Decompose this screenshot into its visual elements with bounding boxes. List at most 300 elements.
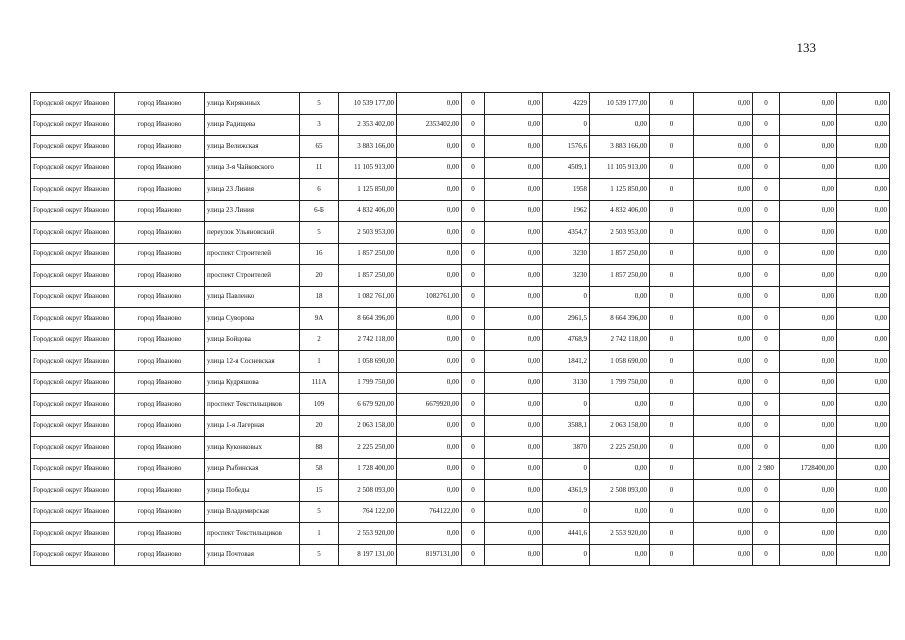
table-row — [31, 372, 890, 394]
area-col-3-cell: 1576,6 — [543, 136, 590, 158]
street-cell: улица Суворова — [205, 308, 300, 330]
street-cell: улица 23 Линия — [205, 179, 300, 201]
cost-col-5-cell: 0,00 — [780, 265, 837, 287]
cost-col-2-cell: 0,00 — [485, 458, 543, 480]
cost-col-2-cell: 0,00 — [485, 351, 543, 373]
street-cell: проспект Строителей — [205, 265, 300, 287]
district-cell: Городской округ Иваново — [31, 480, 115, 502]
total-cost-cell: 8 197 131,00 — [339, 544, 397, 566]
cost-col-1-cell: 0,00 — [397, 93, 462, 115]
cost-col-4-cell: 0,00 — [694, 222, 753, 244]
house-number-cell: 5 — [300, 544, 339, 566]
cost-col-3-cell: 2 742 118,00 — [590, 329, 650, 351]
count-col-2-cell: 0 — [462, 329, 485, 351]
total-cost-cell: 1 058 690,00 — [339, 351, 397, 373]
count-col-4-cell: 0 — [650, 372, 694, 394]
count-col-4-cell: 0 — [650, 544, 694, 566]
cost-col-1-cell: 0,00 — [397, 351, 462, 373]
street-cell: улица 3-я Чайковского — [205, 157, 300, 179]
district-cell: Городской округ Иваново — [31, 243, 115, 265]
cost-col-5-cell: 0,00 — [780, 157, 837, 179]
cost-col-6-cell: 0,00 — [837, 222, 890, 244]
count-col-4-cell: 0 — [650, 136, 694, 158]
cost-col-6-cell: 0,00 — [837, 136, 890, 158]
cost-col-1-cell: 0,00 — [397, 200, 462, 222]
count-col-2-cell: 0 — [462, 501, 485, 523]
cost-col-4-cell: 0,00 — [694, 458, 753, 480]
cost-col-3-cell: 0,00 — [590, 114, 650, 136]
cost-col-1-cell: 0,00 — [397, 222, 462, 244]
total-cost-cell: 2 742 118,00 — [339, 329, 397, 351]
total-cost-cell: 1 857 250,00 — [339, 265, 397, 287]
street-cell: улица 23 Линия — [205, 200, 300, 222]
cost-col-3-cell: 8 664 396,00 — [590, 308, 650, 330]
city-cell: город Иваново — [115, 200, 205, 222]
count-col-2-cell: 0 — [462, 222, 485, 244]
city-cell: город Иваново — [115, 544, 205, 566]
table-row — [31, 351, 890, 373]
area-col-3-cell: 0 — [543, 501, 590, 523]
table-row — [31, 501, 890, 523]
cost-col-2-cell: 0,00 — [485, 415, 543, 437]
table-row — [31, 200, 890, 222]
total-cost-cell: 3 883 166,00 — [339, 136, 397, 158]
table-row — [31, 329, 890, 351]
cost-col-6-cell: 0,00 — [837, 501, 890, 523]
count-col-4-cell: 0 — [650, 157, 694, 179]
cost-col-2-cell: 0,00 — [485, 544, 543, 566]
house-number-cell: 58 — [300, 458, 339, 480]
house-number-cell: 18 — [300, 286, 339, 308]
city-cell: город Иваново — [115, 136, 205, 158]
count-col-2-cell: 0 — [462, 136, 485, 158]
house-number-cell: 65 — [300, 136, 339, 158]
house-number-cell: 20 — [300, 415, 339, 437]
count-col-4-cell: 0 — [650, 415, 694, 437]
cost-col-5-cell: 0,00 — [780, 437, 837, 459]
cost-col-3-cell: 0,00 — [590, 501, 650, 523]
district-cell: Городской округ Иваново — [31, 136, 115, 158]
cost-col-6-cell: 0,00 — [837, 179, 890, 201]
cost-col-1-cell: 0,00 — [397, 265, 462, 287]
cost-col-3-cell: 0,00 — [590, 286, 650, 308]
city-cell: город Иваново — [115, 265, 205, 287]
cost-col-5-cell: 0,00 — [780, 222, 837, 244]
table-row — [31, 480, 890, 502]
total-cost-cell: 1 857 250,00 — [339, 243, 397, 265]
cost-col-1-cell: 0,00 — [397, 329, 462, 351]
area-col-3-cell: 4229 — [543, 93, 590, 115]
count-col-2-cell: 0 — [462, 480, 485, 502]
table-row — [31, 136, 890, 158]
count-col-2-cell: 0 — [462, 179, 485, 201]
count-col-5-cell: 0 — [753, 136, 780, 158]
count-col-5-cell: 0 — [753, 286, 780, 308]
cost-col-3-cell: 2 225 250,00 — [590, 437, 650, 459]
cost-col-4-cell: 0,00 — [694, 544, 753, 566]
house-number-cell: 20 — [300, 265, 339, 287]
area-col-3-cell: 0 — [543, 114, 590, 136]
count-col-4-cell: 0 — [650, 351, 694, 373]
street-cell: улица Кудряшова — [205, 372, 300, 394]
district-cell: Городской округ Иваново — [31, 265, 115, 287]
house-number-cell: 1 — [300, 351, 339, 373]
area-col-3-cell: 0 — [543, 544, 590, 566]
house-number-cell: 88 — [300, 437, 339, 459]
cost-col-4-cell: 0,00 — [694, 523, 753, 545]
house-number-cell: 3 — [300, 114, 339, 136]
district-cell: Городской округ Иваново — [31, 501, 115, 523]
cost-col-3-cell: 1 857 250,00 — [590, 243, 650, 265]
cost-col-6-cell: 0,00 — [837, 200, 890, 222]
table-row — [31, 523, 890, 545]
total-cost-cell: 2 225 250,00 — [339, 437, 397, 459]
cost-col-1-cell: 0,00 — [397, 523, 462, 545]
cost-col-2-cell: 0,00 — [485, 200, 543, 222]
count-col-4-cell: 0 — [650, 394, 694, 416]
count-col-5-cell: 0 — [753, 437, 780, 459]
cost-col-2-cell: 0,00 — [485, 437, 543, 459]
city-cell: город Иваново — [115, 458, 205, 480]
cost-col-2-cell: 0,00 — [485, 286, 543, 308]
count-col-2-cell: 0 — [462, 437, 485, 459]
cost-col-5-cell: 0,00 — [780, 523, 837, 545]
total-cost-cell: 764 122,00 — [339, 501, 397, 523]
street-cell: улица Куконковых — [205, 437, 300, 459]
cost-col-3-cell: 3 883 166,00 — [590, 136, 650, 158]
count-col-5-cell: 0 — [753, 308, 780, 330]
city-cell: город Иваново — [115, 415, 205, 437]
cost-col-5-cell: 0,00 — [780, 286, 837, 308]
area-col-3-cell: 3870 — [543, 437, 590, 459]
cost-col-5-cell: 0,00 — [780, 329, 837, 351]
total-cost-cell: 2 553 920,00 — [339, 523, 397, 545]
count-col-2-cell: 0 — [462, 286, 485, 308]
cost-col-1-cell: 0,00 — [397, 415, 462, 437]
count-col-4-cell: 0 — [650, 243, 694, 265]
house-number-cell: 1 — [300, 523, 339, 545]
cost-col-2-cell: 0,00 — [485, 308, 543, 330]
cost-col-3-cell: 0,00 — [590, 394, 650, 416]
area-col-3-cell: 4509,1 — [543, 157, 590, 179]
area-col-3-cell: 1962 — [543, 200, 590, 222]
street-cell: улица Велижская — [205, 136, 300, 158]
count-col-2-cell: 0 — [462, 243, 485, 265]
count-col-5-cell: 0 — [753, 394, 780, 416]
total-cost-cell: 6 679 920,00 — [339, 394, 397, 416]
total-cost-cell: 2 503 953,00 — [339, 222, 397, 244]
cost-col-5-cell: 0,00 — [780, 415, 837, 437]
cost-col-6-cell: 0,00 — [837, 372, 890, 394]
count-col-5-cell: 0 — [753, 415, 780, 437]
count-col-4-cell: 0 — [650, 93, 694, 115]
cost-col-5-cell: 0,00 — [780, 114, 837, 136]
cost-col-1-cell: 0,00 — [397, 308, 462, 330]
area-col-3-cell: 0 — [543, 394, 590, 416]
total-cost-cell: 11 105 913,00 — [339, 157, 397, 179]
table-row — [31, 265, 890, 287]
buildings-table — [30, 92, 890, 566]
street-cell: улица Бойцова — [205, 329, 300, 351]
count-col-5-cell: 2 980 — [753, 458, 780, 480]
district-cell: Городской округ Иваново — [31, 415, 115, 437]
street-cell: улица 1-я Лагерная — [205, 415, 300, 437]
count-col-5-cell: 0 — [753, 114, 780, 136]
cost-col-2-cell: 0,00 — [485, 372, 543, 394]
cost-col-6-cell: 0,00 — [837, 329, 890, 351]
count-col-4-cell: 0 — [650, 179, 694, 201]
street-cell: улица Павленко — [205, 286, 300, 308]
street-cell: улица Победы — [205, 480, 300, 502]
house-number-cell: 109 — [300, 394, 339, 416]
area-col-3-cell: 4361,9 — [543, 480, 590, 502]
cost-col-6-cell: 0,00 — [837, 243, 890, 265]
cost-col-2-cell: 0,00 — [485, 179, 543, 201]
count-col-5-cell: 0 — [753, 265, 780, 287]
district-cell: Городской округ Иваново — [31, 351, 115, 373]
street-cell: улица Радищева — [205, 114, 300, 136]
table-row — [31, 308, 890, 330]
cost-col-4-cell: 0,00 — [694, 243, 753, 265]
total-cost-cell: 2 063 158,00 — [339, 415, 397, 437]
district-cell: Городской округ Иваново — [31, 114, 115, 136]
count-col-4-cell: 0 — [650, 480, 694, 502]
cost-col-1-cell: 0,00 — [397, 458, 462, 480]
count-col-4-cell: 0 — [650, 437, 694, 459]
cost-col-6-cell: 0,00 — [837, 93, 890, 115]
count-col-2-cell: 0 — [462, 415, 485, 437]
district-cell: Городской округ Иваново — [31, 437, 115, 459]
area-col-3-cell: 0 — [543, 286, 590, 308]
cost-col-4-cell: 0,00 — [694, 265, 753, 287]
total-cost-cell: 4 832 406,00 — [339, 200, 397, 222]
count-col-2-cell: 0 — [462, 372, 485, 394]
house-number-cell: 9А — [300, 308, 339, 330]
city-cell: город Иваново — [115, 501, 205, 523]
cost-col-3-cell: 1 058 690,00 — [590, 351, 650, 373]
cost-col-3-cell: 0,00 — [590, 544, 650, 566]
cost-col-5-cell: 0,00 — [780, 200, 837, 222]
district-cell: Городской округ Иваново — [31, 286, 115, 308]
count-col-5-cell: 0 — [753, 179, 780, 201]
table-row — [31, 544, 890, 566]
cost-col-4-cell: 0,00 — [694, 157, 753, 179]
city-cell: город Иваново — [115, 329, 205, 351]
cost-col-5-cell: 0,00 — [780, 394, 837, 416]
city-cell: город Иваново — [115, 437, 205, 459]
cost-col-5-cell: 0,00 — [780, 480, 837, 502]
city-cell: город Иваново — [115, 222, 205, 244]
area-col-3-cell: 4441,6 — [543, 523, 590, 545]
city-cell: город Иваново — [115, 286, 205, 308]
table-row — [31, 286, 890, 308]
cost-col-4-cell: 0,00 — [694, 501, 753, 523]
district-cell: Городской округ Иваново — [31, 544, 115, 566]
area-col-3-cell: 4354,7 — [543, 222, 590, 244]
count-col-2-cell: 0 — [462, 351, 485, 373]
count-col-5-cell: 0 — [753, 351, 780, 373]
total-cost-cell: 1 799 750,00 — [339, 372, 397, 394]
count-col-5-cell: 0 — [753, 222, 780, 244]
count-col-5-cell: 0 — [753, 243, 780, 265]
area-col-3-cell: 3230 — [543, 243, 590, 265]
table-body — [31, 93, 890, 566]
cost-col-6-cell: 0,00 — [837, 308, 890, 330]
cost-col-2-cell: 0,00 — [485, 265, 543, 287]
city-cell: город Иваново — [115, 308, 205, 330]
street-cell: проспект Строителей — [205, 243, 300, 265]
cost-col-1-cell: 0,00 — [397, 372, 462, 394]
cost-col-3-cell: 2 553 920,00 — [590, 523, 650, 545]
table-row — [31, 394, 890, 416]
city-cell: город Иваново — [115, 179, 205, 201]
cost-col-1-cell: 0,00 — [397, 157, 462, 179]
count-col-2-cell: 0 — [462, 265, 485, 287]
count-col-4-cell: 0 — [650, 114, 694, 136]
count-col-2-cell: 0 — [462, 458, 485, 480]
city-cell: город Иваново — [115, 93, 205, 115]
count-col-5-cell: 0 — [753, 329, 780, 351]
city-cell: город Иваново — [115, 351, 205, 373]
table-row — [31, 222, 890, 244]
total-cost-cell: 1 125 850,00 — [339, 179, 397, 201]
count-col-5-cell: 0 — [753, 544, 780, 566]
cost-col-2-cell: 0,00 — [485, 136, 543, 158]
cost-col-3-cell: 4 832 406,00 — [590, 200, 650, 222]
house-number-cell: 11 — [300, 157, 339, 179]
table-row — [31, 157, 890, 179]
cost-col-6-cell: 0,00 — [837, 114, 890, 136]
total-cost-cell: 10 539 177,00 — [339, 93, 397, 115]
cost-col-1-cell: 0,00 — [397, 179, 462, 201]
cost-col-4-cell: 0,00 — [694, 93, 753, 115]
total-cost-cell: 2 508 093,00 — [339, 480, 397, 502]
house-number-cell: 6-Б — [300, 200, 339, 222]
district-cell: Городской округ Иваново — [31, 458, 115, 480]
cost-col-3-cell: 10 539 177,00 — [590, 93, 650, 115]
cost-col-5-cell: 1728400,00 — [780, 458, 837, 480]
count-col-5-cell: 0 — [753, 93, 780, 115]
cost-col-2-cell: 0,00 — [485, 243, 543, 265]
cost-col-1-cell: 0,00 — [397, 480, 462, 502]
cost-col-6-cell: 0,00 — [837, 458, 890, 480]
count-col-4-cell: 0 — [650, 308, 694, 330]
street-cell: улица Владимирская — [205, 501, 300, 523]
cost-col-2-cell: 0,00 — [485, 523, 543, 545]
cost-col-3-cell: 11 105 913,00 — [590, 157, 650, 179]
area-col-3-cell: 3130 — [543, 372, 590, 394]
count-col-5-cell: 0 — [753, 523, 780, 545]
cost-col-2-cell: 0,00 — [485, 157, 543, 179]
city-cell: город Иваново — [115, 243, 205, 265]
cost-col-4-cell: 0,00 — [694, 286, 753, 308]
cost-col-5-cell: 0,00 — [780, 93, 837, 115]
count-col-2-cell: 0 — [462, 157, 485, 179]
cost-col-5-cell: 0,00 — [780, 501, 837, 523]
house-number-cell: 15 — [300, 480, 339, 502]
total-cost-cell: 8 664 396,00 — [339, 308, 397, 330]
page-number: 133 — [796, 40, 816, 55]
cost-col-2-cell: 0,00 — [485, 480, 543, 502]
city-cell: город Иваново — [115, 372, 205, 394]
cost-col-6-cell: 0,00 — [837, 157, 890, 179]
cost-col-4-cell: 0,00 — [694, 415, 753, 437]
district-cell: Городской округ Иваново — [31, 372, 115, 394]
count-col-5-cell: 0 — [753, 200, 780, 222]
count-col-5-cell: 0 — [753, 501, 780, 523]
cost-col-5-cell: 0,00 — [780, 243, 837, 265]
count-col-4-cell: 0 — [650, 265, 694, 287]
total-cost-cell: 1 082 761,00 — [339, 286, 397, 308]
cost-col-4-cell: 0,00 — [694, 437, 753, 459]
count-col-4-cell: 0 — [650, 200, 694, 222]
cost-col-6-cell: 0,00 — [837, 523, 890, 545]
cost-col-3-cell: 2 508 093,00 — [590, 480, 650, 502]
city-cell: город Иваново — [115, 157, 205, 179]
table-row — [31, 93, 890, 115]
cost-col-6-cell: 0,00 — [837, 544, 890, 566]
table-row — [31, 437, 890, 459]
cost-col-1-cell: 1082761,00 — [397, 286, 462, 308]
cost-col-1-cell: 764122,00 — [397, 501, 462, 523]
street-cell: улица Рыбинская — [205, 458, 300, 480]
cost-col-6-cell: 0,00 — [837, 286, 890, 308]
count-col-5-cell: 0 — [753, 372, 780, 394]
district-cell: Городской округ Иваново — [31, 523, 115, 545]
street-cell: проспект Текстильщиков — [205, 394, 300, 416]
cost-col-3-cell: 2 063 158,00 — [590, 415, 650, 437]
cost-col-4-cell: 0,00 — [694, 394, 753, 416]
street-cell: улица Почтовая — [205, 544, 300, 566]
cost-col-6-cell: 0,00 — [837, 437, 890, 459]
cost-col-2-cell: 0,00 — [485, 394, 543, 416]
cost-col-1-cell: 6679920,00 — [397, 394, 462, 416]
cost-col-5-cell: 0,00 — [780, 179, 837, 201]
house-number-cell: 5 — [300, 93, 339, 115]
cost-col-6-cell: 0,00 — [837, 480, 890, 502]
count-col-5-cell: 0 — [753, 157, 780, 179]
table-row — [31, 415, 890, 437]
street-cell: улица Кирякиных — [205, 93, 300, 115]
street-cell: переулок Ульяновский — [205, 222, 300, 244]
city-cell: город Иваново — [115, 114, 205, 136]
street-cell: проспект Текстильщиков — [205, 523, 300, 545]
house-number-cell: 5 — [300, 501, 339, 523]
cost-col-1-cell: 0,00 — [397, 437, 462, 459]
cost-col-5-cell: 0,00 — [780, 372, 837, 394]
area-col-3-cell: 4768,9 — [543, 329, 590, 351]
count-col-4-cell: 0 — [650, 523, 694, 545]
cost-col-6-cell: 0,00 — [837, 265, 890, 287]
count-col-2-cell: 0 — [462, 394, 485, 416]
house-number-cell: 16 — [300, 243, 339, 265]
cost-col-2-cell: 0,00 — [485, 114, 543, 136]
cost-col-4-cell: 0,00 — [694, 480, 753, 502]
district-cell: Городской округ Иваново — [31, 157, 115, 179]
total-cost-cell: 1 728 400,00 — [339, 458, 397, 480]
cost-col-1-cell: 8197131,00 — [397, 544, 462, 566]
cost-col-3-cell: 2 503 953,00 — [590, 222, 650, 244]
district-cell: Городской округ Иваново — [31, 308, 115, 330]
city-cell: город Иваново — [115, 480, 205, 502]
table-row — [31, 243, 890, 265]
cost-col-4-cell: 0,00 — [694, 351, 753, 373]
area-col-3-cell: 1841,2 — [543, 351, 590, 373]
total-cost-cell: 2 353 402,00 — [339, 114, 397, 136]
cost-col-3-cell: 1 857 250,00 — [590, 265, 650, 287]
count-col-2-cell: 0 — [462, 544, 485, 566]
area-col-3-cell: 3230 — [543, 265, 590, 287]
